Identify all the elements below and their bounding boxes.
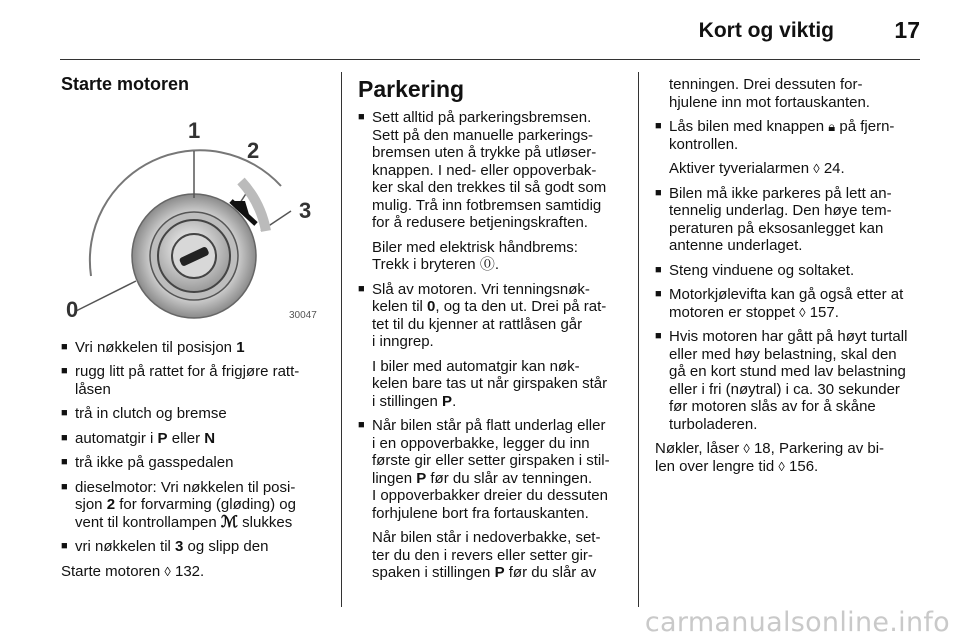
list-item: ■ Vri nøkkelen til posisjon 1 [61,339,331,357]
list-item: ■ Lås bilen med knappen 🔒︎ på fjern- kontrollen. [655,118,925,153]
column-parking [358,76,626,589]
ref-arrow-icon: ◊ [813,161,820,176]
ref-arrow-icon: ◊ [778,458,785,474]
header-rule [60,59,920,60]
column-parking-continued [655,76,925,475]
list-item: ■ Hvis motoren har gått på høyt turtall eller med høy belastning, skal den gå en kort stund med lav belastning eller i fri (nøytral) i ca. 30 sekunder før motoren slås av for å skåne turboladeren. [655,328,925,433]
column-divider [341,72,342,607]
list-item: ■ Bilen må ikke parkeres på lett an- tennelig underlag. Den høye tem- peraturen på eksosanlegget kan antenne underlaget. [655,185,925,255]
list-subparagraph: Når bilen står i nedoverbakke, set- ter du den i revers eller setter gir- spaken i stillingen P før du slår av [372,529,601,581]
figure-code: 30047 [289,309,317,321]
list-item: ■ vri nøkkelen til 3 og slipp den [61,538,331,556]
glow-plug-icon: ℳ [220,513,239,531]
column-divider [638,72,639,607]
list-item: ■ rugg litt på rattet for å frigjøre ratt- låsen [61,363,331,398]
list-item: ■ Slå av motoren. Vri tenningsnøk- kelen til 0, og ta den ut. Drei på rat- tet til du kjenner at rattlåsen går i inngrep. [358,281,626,351]
figure-label-1: 1 [188,117,201,143]
page-number: 17 [894,17,920,43]
lock-icon: 🔒︎ [828,119,836,134]
figure-label-2: 2 [247,137,260,163]
ref-arrow-icon: ◊ [743,441,750,456]
page-header-title: Kort og viktig [698,19,834,42]
list-subparagraph: Biler med elektrisk håndbrems: Trekk i bryteren ⓪. [372,238,578,273]
list-subparagraph: I biler med automatgir kan nøk- kelen bare tas ut når girspaken står i stillingen P. [372,357,608,410]
figure-label-0: 0 [66,296,79,321]
ignition-diagram [61,106,323,321]
list-item: ■ trå ikke på gasspedalen [61,454,331,472]
list-item: ■ Sett alltid på parkeringsbremsen. Sett på den manuelle parkerings- bremsen uten å trykke på utløser- knappen. I ned- eller oppoverbak- ker skal den trekkes til så godt som mulig. Trå inn fotbremsen samtidig for å redusere betjeningskraften. [358,109,626,232]
section-heading-parking: Parkering [358,76,465,102]
section-heading-start: Starte motoren [61,74,190,94]
ref-arrow-icon: ◊ [799,304,806,320]
list-item: ■ Steng vinduene og soltaket. [655,262,925,280]
column-starting [61,76,331,580]
figure-label-3: 3 [299,197,312,223]
parking-brake-icon: ⓪ [479,256,495,273]
cross-reference[interactable]: Starte motoren ◊ 132. [61,562,205,580]
list-item: ■ trå in clutch og bremse [61,405,331,423]
cross-reference[interactable]: Nøkler, låser ◊ 18, Parkering av bi- len over lengre tid ◊ 156. [655,440,885,475]
ref-arrow-icon: ◊ [164,563,171,579]
list-item: ■ dieselmotor: Vri nøkkelen til posi- sjon 2 for forvarming (gløding) og vent til kontrollampen ℳ slukkes [61,479,331,532]
ignition-switch-figure [61,106,323,321]
list-subparagraph: tenningen. Drei dessuten for- hjulene inn mot fortauskanten. [669,76,870,111]
cross-reference[interactable]: Aktiver tyverialarmen ◊ 24. [669,160,845,177]
list-item: ■ Når bilen står på flatt underlag eller i en oppoverbakke, legger du inn første gir eller setter girspaken i stil- lingen P før du slår av tenningen. I oppoverbakker dreier du dessuten forhjulene bort fra fortauskanten. [358,417,626,522]
list-item: ■ Motorkjølevifta kan gå også etter at motoren er stoppet ◊ 157. [655,286,925,321]
watermark: carmanualsonline.info [644,607,950,638]
list-item: ■ automatgir i P eller N [61,430,331,448]
